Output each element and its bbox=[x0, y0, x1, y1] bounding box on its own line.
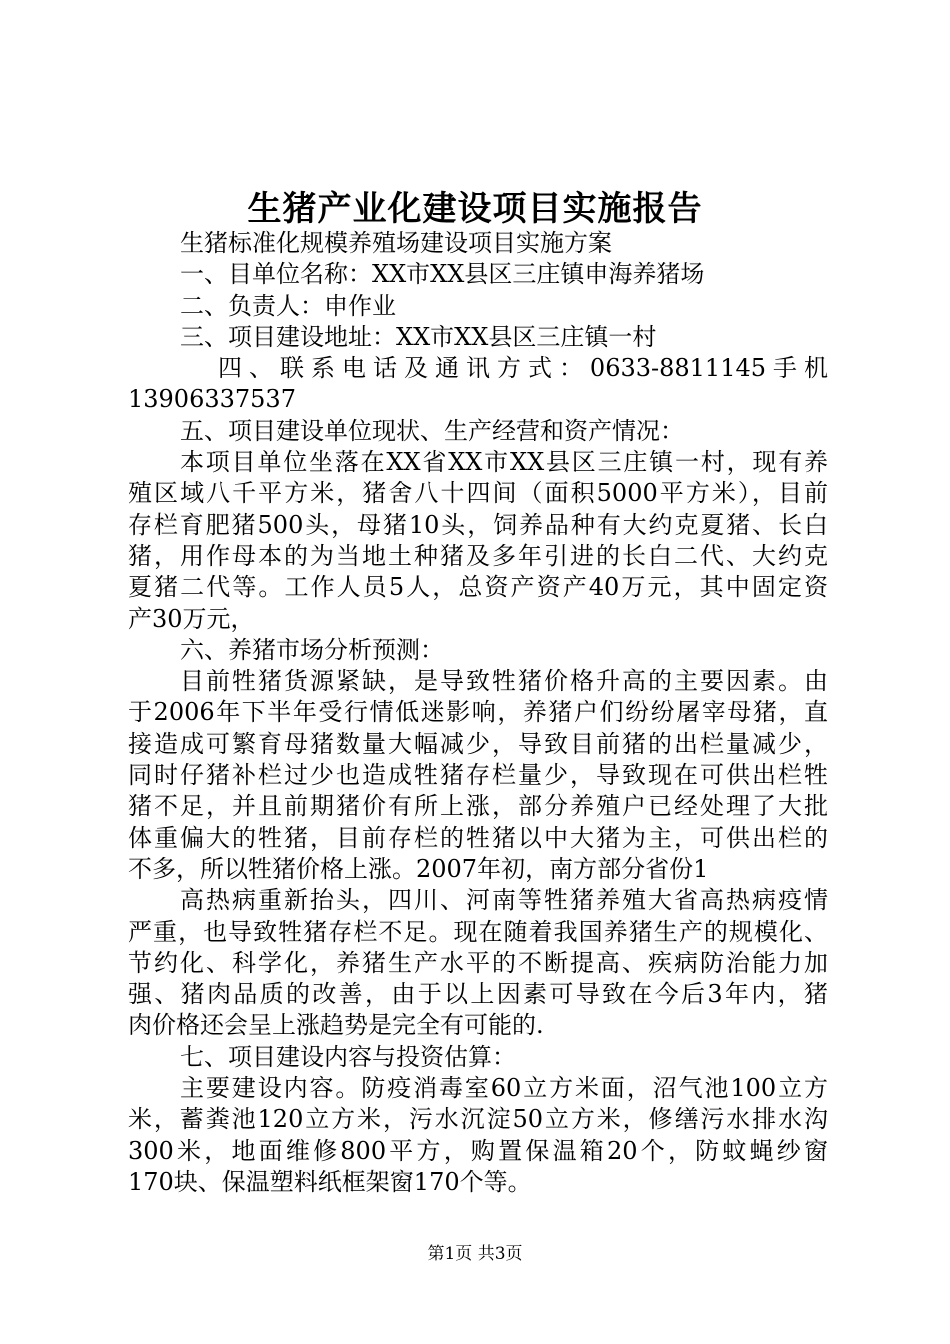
document-title: 生猪产业化建设项目实施报告 bbox=[247, 189, 703, 229]
paragraph-line: 夏猪二代等。工作人员5人，总资产资产40万元，其中固定资 bbox=[128, 573, 828, 602]
section-heading: 五、项目建设单位现状、生产经营和资产情况： bbox=[180, 416, 684, 445]
paragraph-line: 米，蓄粪池120立方米，污水沉淀50立方米，修缮污水排水沟 bbox=[128, 1105, 828, 1134]
paragraph-line: 13906337537 bbox=[128, 385, 296, 414]
subtitle-line: 生猪标准化规模养殖场建设项目实施方案 bbox=[180, 229, 612, 257]
paragraph-line: 猪不足，并且前期猪价有所上涨，部分养殖户已经处理了大批 bbox=[128, 792, 828, 821]
paragraph-line: 殖区域八千平方米，猪舍八十四间（面积5000平方米），目前 bbox=[128, 479, 828, 508]
paragraph-line: 三、项目建设地址：XX市XX县区三庄镇一村 bbox=[180, 322, 657, 351]
paragraph-line: 猪，用作母本的为当地土种猪及多年引进的长白二代、大约克 bbox=[128, 541, 828, 570]
paragraph-line: 170块、保温塑料纸框架窗170个等。 bbox=[128, 1167, 532, 1196]
page-number-footer: 第1页 共3页 bbox=[427, 1244, 523, 1264]
paragraph-line: 目前牲猪货源紧缺，是导致牲猪价格升高的主要因素。由 bbox=[180, 667, 828, 696]
paragraph-line: 二、负责人：申作业 bbox=[180, 291, 396, 320]
paragraph-line: 接造成可繁育母猪数量大幅减少，导致目前猪的出栏量减少， bbox=[128, 729, 828, 758]
document-body bbox=[128, 228, 828, 1198]
paragraph-line: 同时仔猪补栏过少也造成牲猪存栏量少，导致现在可供出栏牲 bbox=[128, 761, 828, 790]
paragraph-line: 本项目单位坐落在XX省XX市XX县区三庄镇一村，现有养 bbox=[180, 448, 828, 477]
paragraph-line: 肉价格还会呈上涨趋势是完全有可能的. bbox=[128, 1011, 544, 1040]
paragraph-line: 于2006年下半年受行情低迷影响，养猪户们纷纷屠宰母猪，直 bbox=[128, 698, 828, 727]
paragraph-line: 四、联系电话及通讯方式：0633-8811145手机 bbox=[218, 354, 828, 383]
paragraph-line: 强、猪肉品质的改善，由于以上因素可导致在今后3年内，猪 bbox=[128, 980, 828, 1009]
paragraph-line: 一、目单位名称：XX市XX县区三庄镇申海养猪场 bbox=[180, 260, 705, 289]
paragraph-line: 存栏育肥猪500头，母猪10头，饲养品种有大约克夏猪、长白 bbox=[128, 510, 828, 539]
paragraph-line: 300米，地面维修800平方，购置保温箱20个，防蚊蝇纱窗 bbox=[128, 1136, 828, 1165]
paragraph-line: 产30万元， bbox=[128, 604, 255, 633]
paragraph-line: 主要建设内容。防疫消毒室60立方米面，沼气池100立方 bbox=[180, 1074, 828, 1103]
section-heading: 六、养猪市场分析预测： bbox=[180, 635, 444, 664]
paragraph-line: 不多，所以牲猪价格上涨。2007年初，南方部分省份1 bbox=[128, 854, 709, 883]
section-heading: 七、项目建设内容与投资估算： bbox=[180, 1042, 516, 1071]
paragraph-line: 体重偏大的牲猪，目前存栏的牲猪以中大猪为主，可供出栏的 bbox=[128, 823, 828, 852]
paragraph-line: 严重，也导致牲猪存栏不足。现在随着我国养猪生产的规模化、 bbox=[128, 917, 828, 946]
paragraph-line: 节约化、科学化，养猪生产水平的不断提高、疾病防治能力加 bbox=[128, 948, 828, 977]
paragraph-line: 高热病重新抬头，四川、河南等牲猪养殖大省高热病疫情 bbox=[180, 886, 828, 915]
